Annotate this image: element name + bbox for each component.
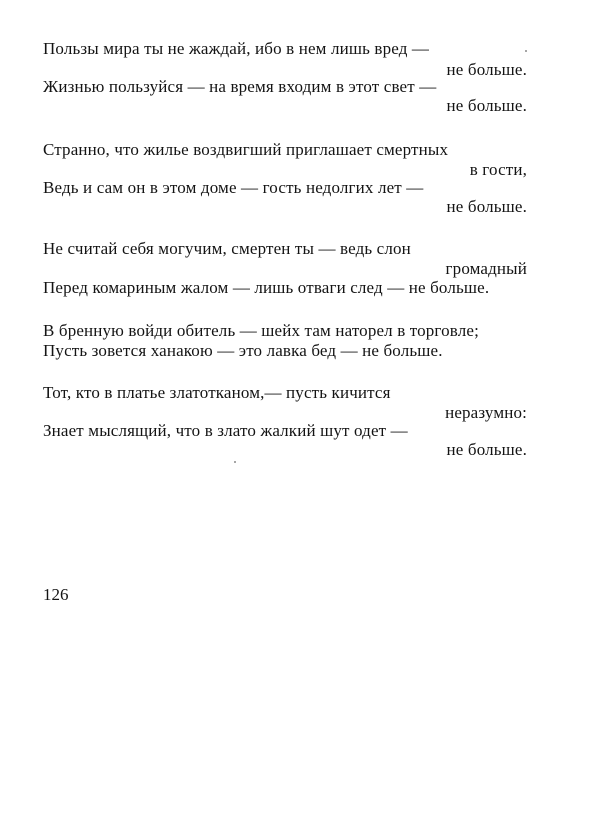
stanza-2-line-3: Ведь и сам он в этом доме — гость недолгих лет — [43,178,424,197]
stanza-5-line-2: неразумно: [445,403,527,422]
stanza-1-line-1: Пользы мира ты не жаждай, ибо в нем лишь вред — [43,39,430,58]
stanza-5-line-4: не больше. [446,440,527,459]
stanza-1-line-2: не больше. [446,60,527,79]
stanza-3-line-1: Не считай себя могучим, смертен ты — ведь слон [43,239,411,258]
stanza-2-line-1: Странно, что жилье воздвигший приглашает смертных [43,140,449,159]
stanza-2-line-4: не больше. [446,197,527,216]
print-speck [525,50,527,52]
stanza-2-line-2: в гости, [469,160,527,179]
stanza-5-line-3: Знает мыслящий, что в злато жалкий шут одет — [43,421,408,440]
stanza-4-line-1: В бренную войди обитель — шейх там наторел в торговле; [43,321,479,340]
page-number: 126 [43,585,69,604]
stanza-5-line-1: Тот, кто в платье златотканом,— пусть кичится [43,383,391,402]
stanza-4-line-2: Пусть зовется ханакою — это лавка бед — не больше. [43,341,443,360]
stanza-1-line-4: не больше. [446,96,527,115]
stanza-1-line-3: Жизнью пользуйся — на время входим в этот свет — [43,77,437,96]
stanza-3-line-2: громадный [445,259,527,278]
stanza-3-line-3: Перед комариным жалом — лишь отваги след — не больше. [43,278,490,297]
print-speck [234,461,236,463]
